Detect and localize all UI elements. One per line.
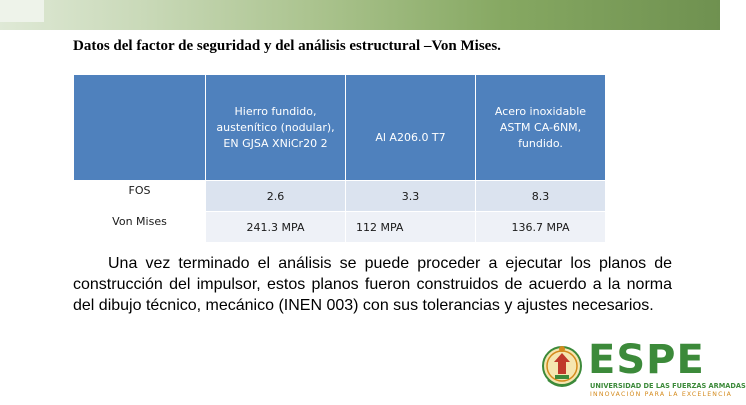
- logo-wordmark: ESPE: [588, 337, 705, 383]
- fos-stainless-steel: 8.3: [476, 181, 606, 212]
- logo-subtitle: UNIVERSIDAD DE LAS FUERZAS ARMADAS: [590, 382, 746, 390]
- fos-cast-iron: 2.6: [206, 181, 346, 212]
- header-aluminum: Al A206.0 T7: [346, 75, 476, 181]
- von-mises-aluminum: 112 MPA: [346, 212, 476, 243]
- row-label-von-mises: Von Mises: [74, 212, 206, 243]
- top-banner: [0, 0, 720, 30]
- table-row-fos: [74, 181, 606, 212]
- header-empty-cell: [74, 75, 206, 181]
- logo-tagline: INNOVACIÓN PARA LA EXCELENCIA: [590, 391, 733, 398]
- von-mises-stainless-steel: 136.7 MPA: [476, 212, 606, 243]
- results-table: [73, 74, 606, 243]
- row-label-fos: FOS: [74, 181, 206, 212]
- corner-block: [0, 0, 44, 22]
- body-paragraph: Una vez terminado el análisis se puede proceder a ejecutar los planos de construcción del impulsor, estos planos fueron construidos de acuerdo a la norma del dibujo técnico, mecánico (INEN 003) con sus tolerancias y ajustes necesarios.: [73, 255, 672, 314]
- espe-logo: [540, 337, 746, 402]
- header-cast-iron: Hierro fundido, austenítico (nodular), EN GJSA XNiCr20 2: [206, 75, 346, 181]
- von-mises-cast-iron: 241.3 MPA: [206, 212, 346, 243]
- fos-aluminum: 3.3: [346, 181, 476, 212]
- university-emblem-icon: [540, 342, 584, 394]
- header-stainless-steel: Acero inoxidable ASTM CA-6NM, fundido.: [476, 75, 606, 181]
- slide-title: Datos del factor de seguridad y del análisis estructural –Von Mises.: [73, 38, 501, 54]
- table-header-row: [74, 75, 606, 181]
- table-row-von-mises: [74, 212, 606, 243]
